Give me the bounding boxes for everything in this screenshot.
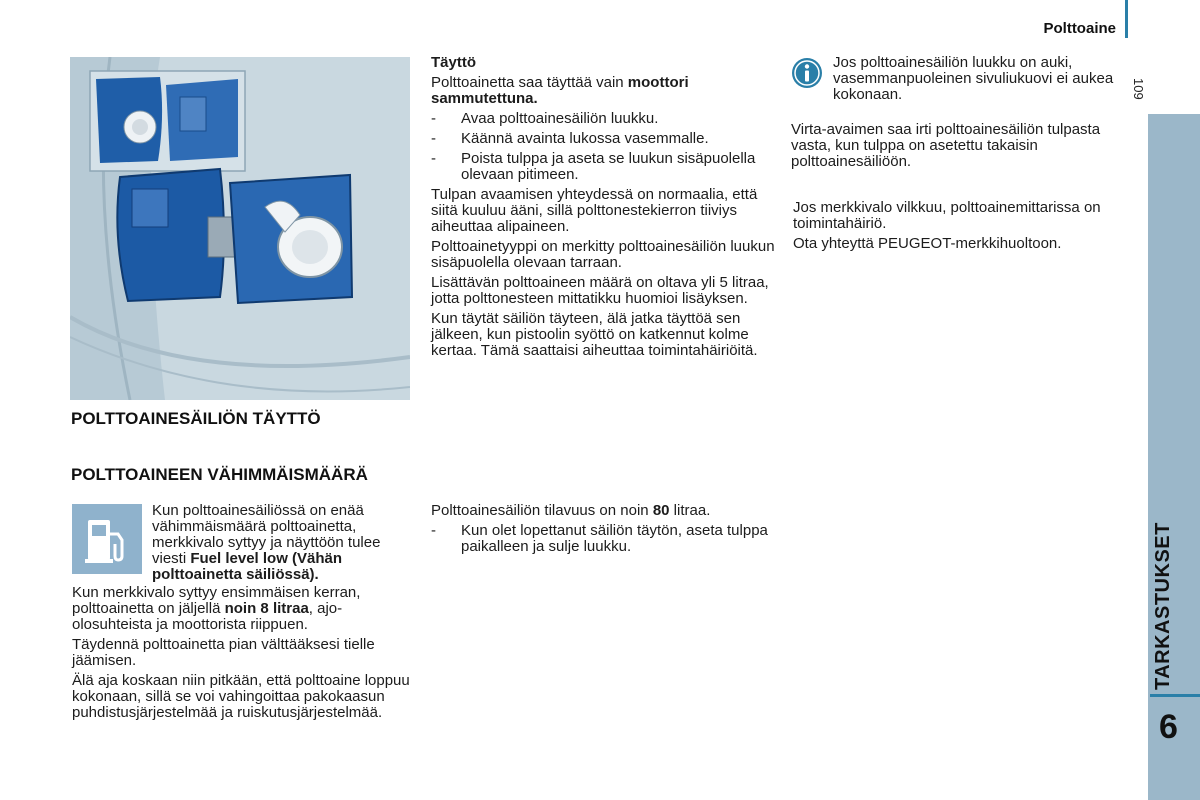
chapter-tab-divider — [1150, 694, 1200, 697]
filling-step: - Avaa polttoainesäiliön luukku. — [431, 110, 659, 127]
capacity-value: 80 — [652, 502, 670, 519]
capacity-text-b: litraa. — [669, 502, 711, 519]
header-accent-bar — [1125, 0, 1128, 38]
refuel-soon-text: Täydennä polttoainetta pian välttääksesi tielle jäämisen. — [72, 636, 375, 669]
minimum-fill-text: Lisättävän polttoaineen määrä on oltava yli 5 litraa, jotta polttonesteen mittatikku huomioi lisäyksen. — [431, 274, 769, 307]
fuel-warning-message: Fuel level low (Vähän polttoainetta säiliössä). — [152, 550, 343, 583]
capacity-section — [431, 503, 776, 555]
closing-step-text: Kun olet lopettanut säiliön täytön, aseta tulppa paikalleen ja sulje luukku. — [461, 522, 768, 555]
fuel-level-paragraphs — [72, 585, 412, 725]
gauge-fault-text: Jos merkkivalo vilkkuu, polttoainemittarissa on toimintahäiriö. — [793, 199, 1101, 232]
fuel-remaining-text-b: , ajo-olosuhteista ja moottorista riippuen. — [72, 600, 343, 633]
capacity-text-a: Polttoainesäiliön tilavuus on noin — [431, 502, 653, 519]
info-note: Jos polttoainesäiliön luukku on auki, vasemmanpuoleinen sivuliukuovi ei aukea kokonaan. — [833, 54, 1114, 103]
fuel-warning-intro: Kun polttoainesäiliössä on enää vähimmäismäärä polttoainetta, merkkivalo syttyy ja näyttöön tulee viesti — [152, 502, 381, 567]
filling-step-text: Käännä avainta lukossa vasemmalle. — [461, 130, 709, 147]
closing-step: - Kun olet lopettanut säiliön täytön, aseta tulppa paikalleen ja sulje luukku. — [431, 523, 776, 555]
filling-heading: Täyttö — [431, 54, 476, 71]
filling-intro-bold: moottori sammutettuna. — [431, 74, 689, 107]
chapter-label: TARKASTUKSET — [1152, 522, 1174, 690]
fuel-remaining-text-a: Kun merkkivalo syttyy ensimmäisen kerran, polttoainetta on jäljellä — [72, 584, 361, 617]
section-title: Polttoaine — [1043, 20, 1116, 37]
cap-noise-text: Tulpan avaamisen yhteydessä on normaalia, että siitä kuuluu ääni, sillä polttonestekierron tiiviys aiheuttaa alipaineen. — [431, 186, 758, 235]
info-icon — [791, 57, 823, 89]
page-number: 109 — [1131, 78, 1146, 100]
main-heading: POLTTOAINESÄILIÖN TÄYTTÖ — [71, 409, 321, 428]
filling-step: - Käännä avainta lukossa vasemmalle. — [431, 130, 709, 147]
fuel-flap-drawing — [70, 57, 410, 400]
fuel-type-label-text: Polttoainetyyppi on merkitty polttoainesäiliön luukun sisäpuolella olevaan tarraan. — [431, 238, 775, 271]
gauge-fault-section — [793, 200, 1143, 256]
subheading-minimum-fuel: POLTTOAINEEN VÄHIMMÄISMÄÄRÄ — [71, 465, 368, 484]
filling-section — [431, 55, 776, 363]
filling-intro: Polttoainetta saa täyttää vain — [431, 74, 628, 91]
fuel-flap-illustration — [70, 57, 410, 400]
chapter-number: 6 — [1159, 708, 1178, 746]
fuel-warning-text — [152, 503, 412, 587]
do-not-run-empty-text: Älä aja koskaan niin pitkään, että polttoaine loppuu kokonaan, sillä se voi vahingoittaa pakokaasun puhdistusjärjestelmää ja ruiskutusjärjestelmää. — [72, 672, 410, 721]
filling-step-text: Poista tulppa ja aseta se luukun sisäpuolella olevaan pitimeen. — [461, 150, 756, 183]
fuel-pump-icon — [72, 504, 142, 574]
chapter-side-tab — [1148, 114, 1200, 800]
filling-step: - Poista tulppa ja aseta se luukun sisäpuolella olevaan pitimeen. — [431, 151, 776, 183]
contact-dealer-text: Ota yhteyttä PEUGEOT-merkkihuoltoon. — [793, 235, 1062, 252]
overfill-warning-text: Kun täytät säiliön täyteen, älä jatka täyttöä sen jälkeen, kun pistoolin syöttö on katkennut kolme kertaa. Tämä saattaisi aiheuttaa toimintahäiriöitä. — [431, 310, 758, 359]
filling-step-text: Avaa polttoainesäiliön luukku. — [461, 110, 659, 127]
key-removal-text: Virta-avaimen saa irti polttoainesäiliön tulpasta vasta, kun tulppa on asetettu takaisin polttoainesäiliöön. — [791, 121, 1101, 170]
fuel-remaining-amount: noin 8 litraa — [224, 600, 309, 617]
